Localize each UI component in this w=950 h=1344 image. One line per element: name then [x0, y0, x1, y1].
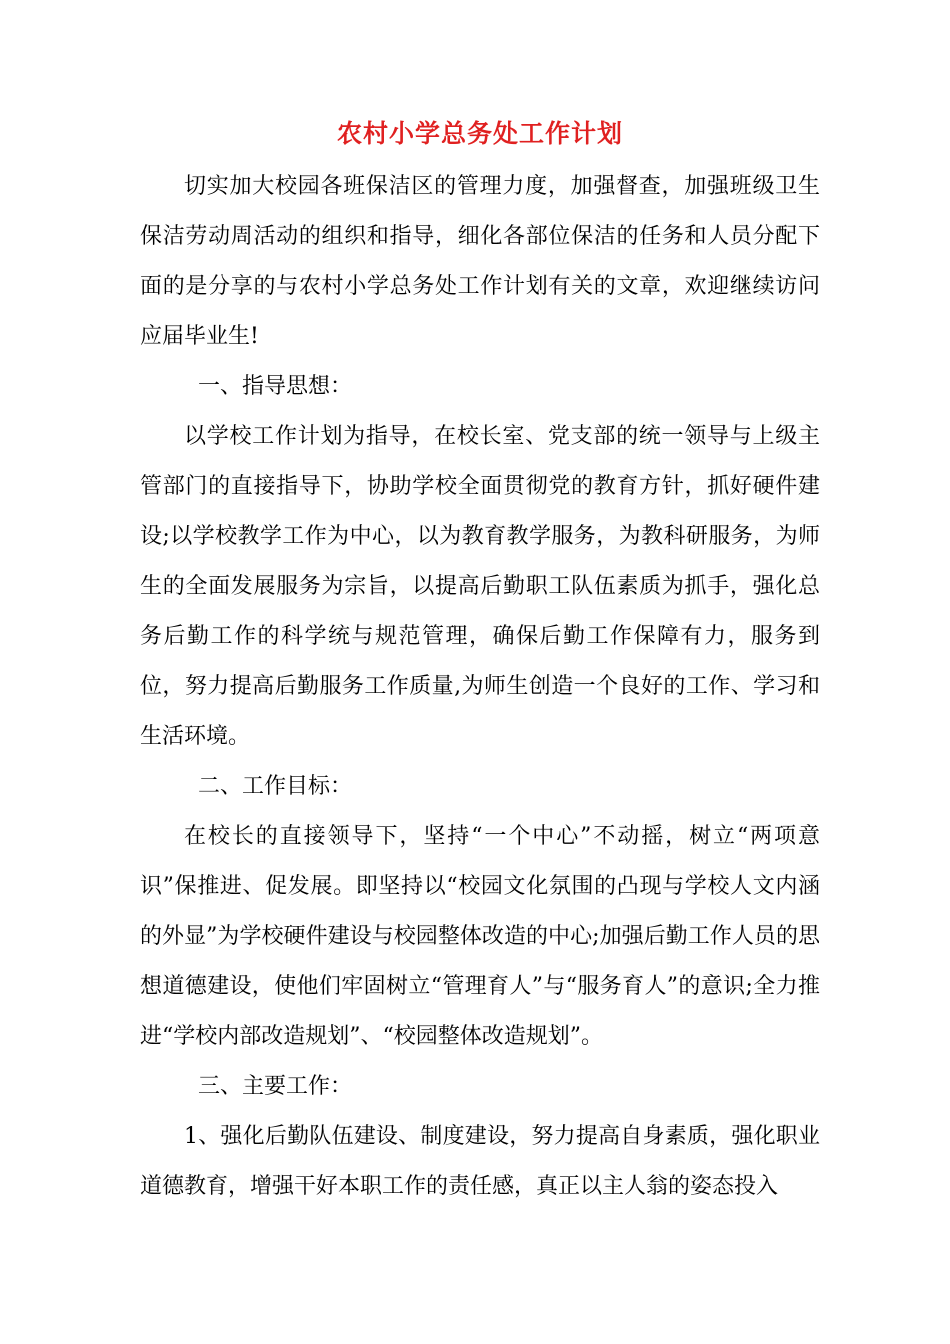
intro-paragraph: 切实加大校园各班保洁区的管理力度，加强督查，加强班级卫生保洁劳动周活动的组织和指导，细化各部位保洁的任务和人员分配下面的是分享的与农村小学总务处工作计划有关的文章，欢迎继续访问应届毕业生!: [140, 174, 820, 349]
section-3-item-1: 1、强化后勤队伍建设、制度建设，努力提高自身素质，强化职业道德教育，增强干好本职工作的责任感，真正以主人翁的姿态投入: [140, 1124, 820, 1199]
section-1-body: 以学校工作计划为指导，在校长室、党支部的统一领导与上级主管部门的直接指导下，协助学校全面贯彻党的教育方针，抓好硬件建设;以学校教学工作为中心，以为教育教学服务，为教科研服务，为师生的全面发展服务为宗旨，以提高后勤职工队伍素质为抓手，强化总务后勤工作的科学统与规范管理，确保后勤工作保障有力，服务到位，努力提高后勤服务工作质量,为师生创造一个良好的工作、学习和生活环境。: [140, 424, 820, 749]
document-page: [140, 110, 820, 1212]
section-2-heading: 二、工作目标：: [198, 774, 353, 799]
section-1-heading: 一、指导思想：: [198, 374, 353, 399]
section-2-body: 在校长的直接领导下，坚持“一个中心”不动摇，树立“两项意识”保推进、促发展。即坚持以“校园文化氛围的凸现与学校人文内涵的外显”为学校硬件建设与校园整体改造的中心;加强后勤工作人员的思想道德建设，使他们牢固树立“管理育人”与“服务育人”的意识;全力推进“学校内部改造规划”、“校园整体改造规划”。: [140, 824, 820, 1049]
document-title: 农村小学总务处工作计划: [336, 119, 623, 148]
section-3-heading: 三、主要工作：: [198, 1074, 353, 1099]
